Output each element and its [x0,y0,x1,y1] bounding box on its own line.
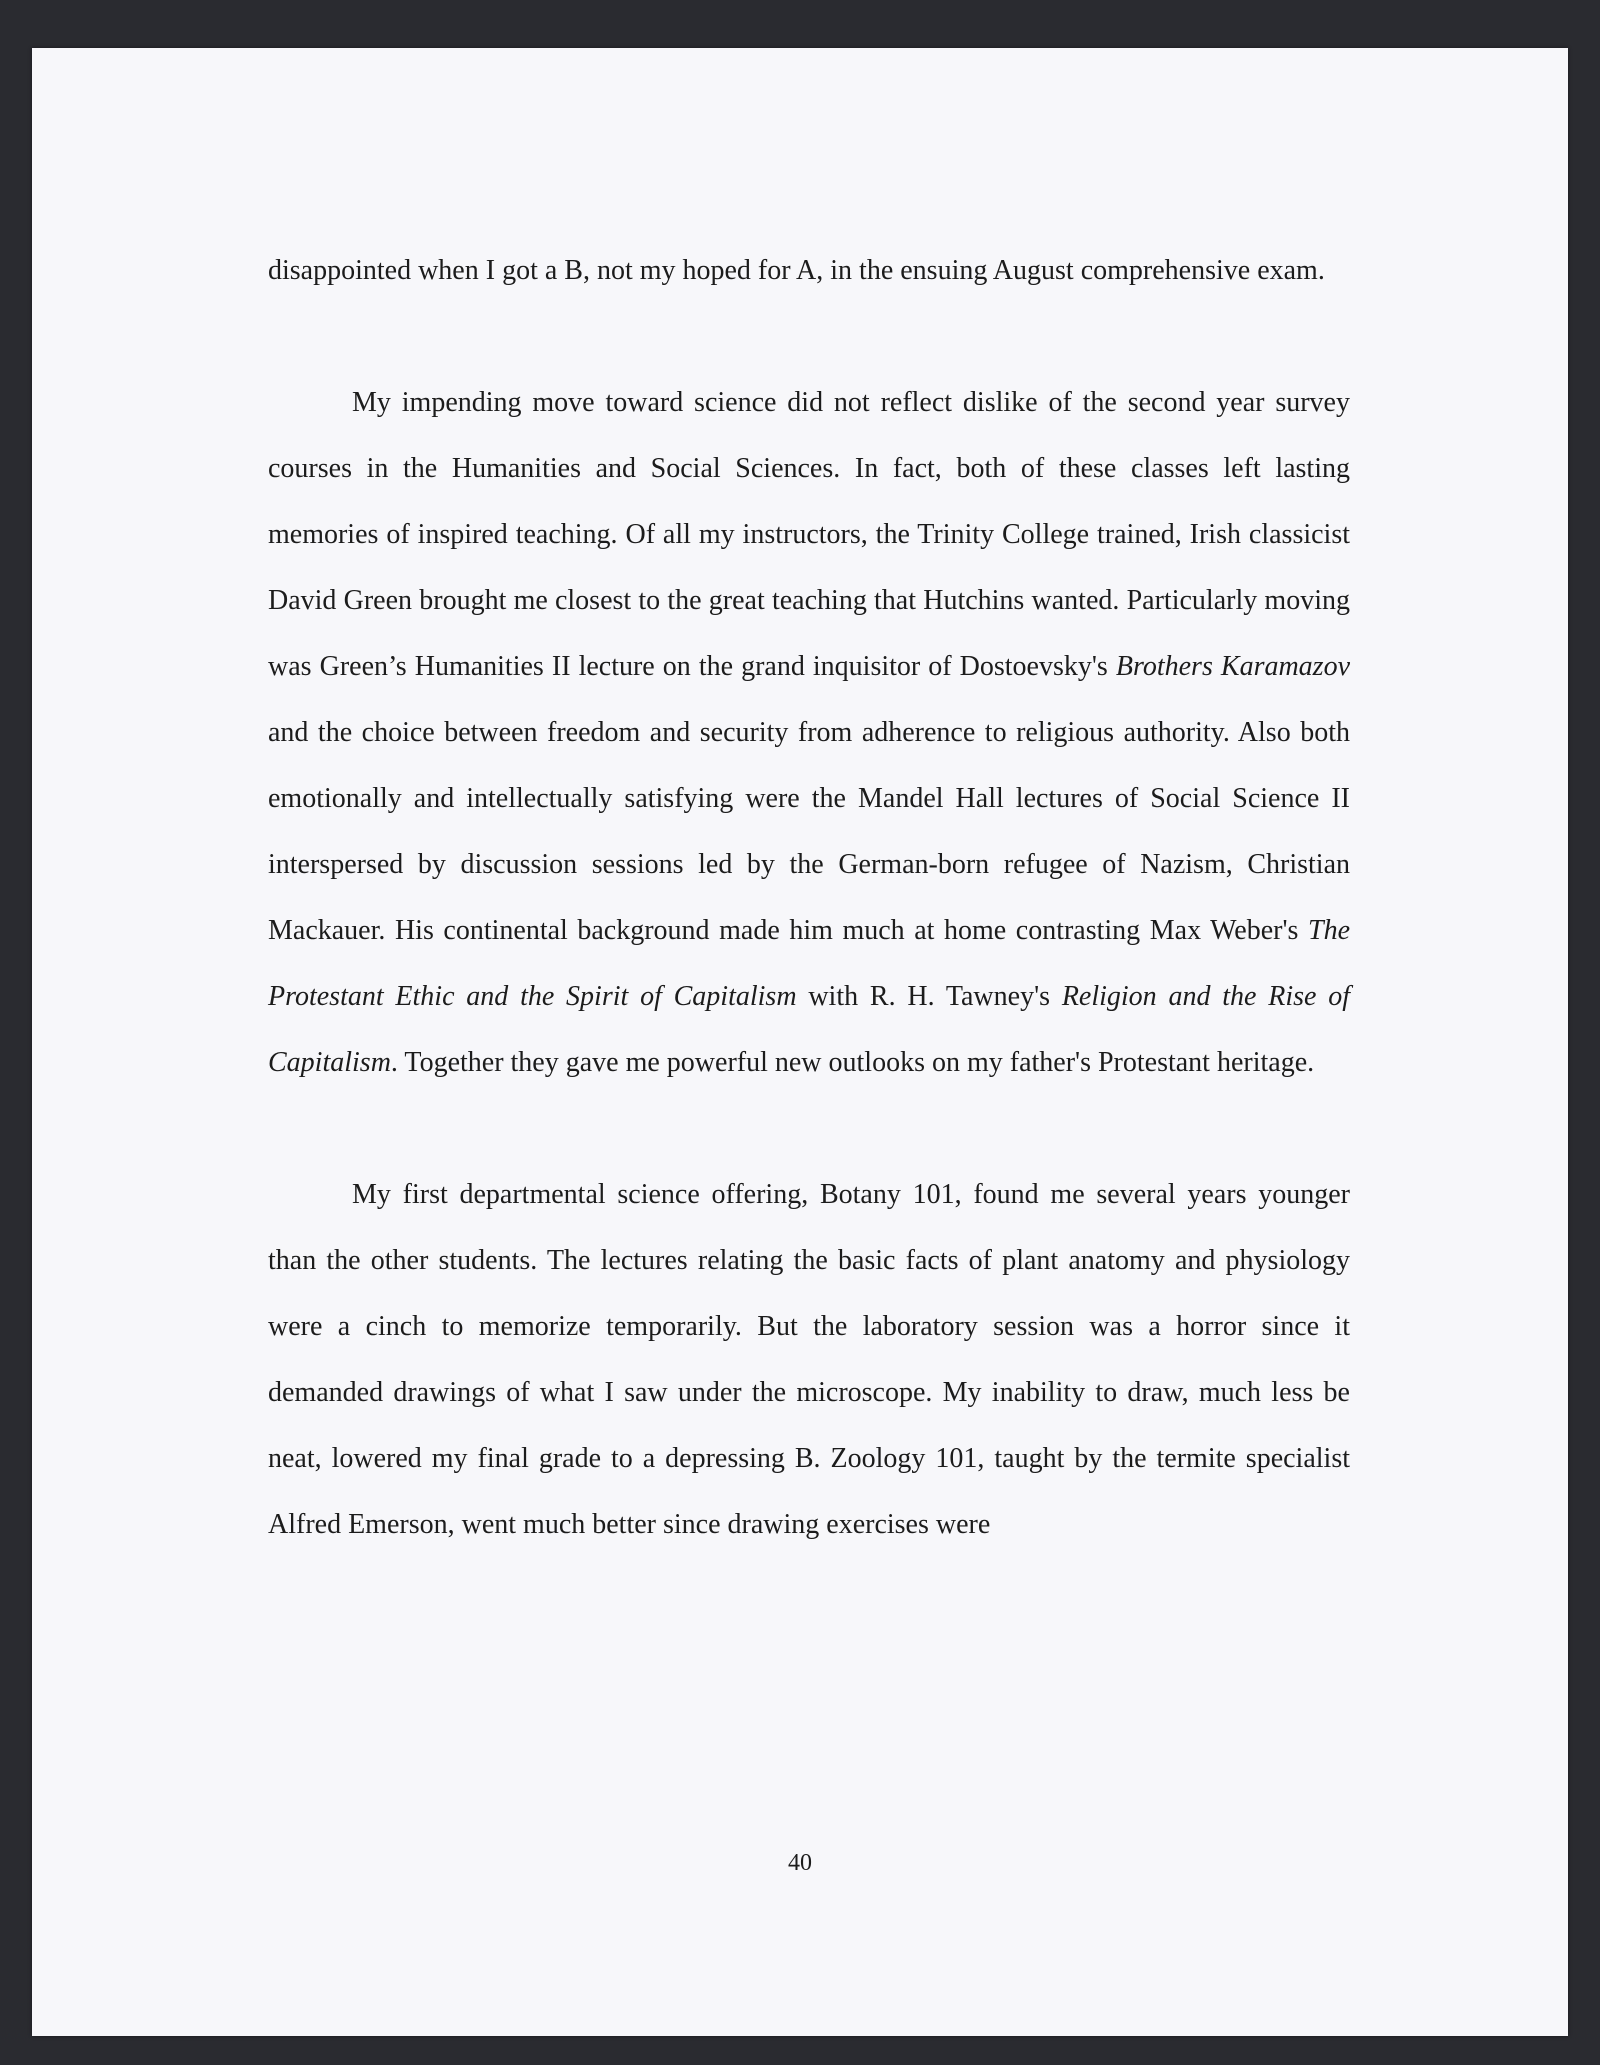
paragraph-2-text-b: and the choice between freedom and security from adherence to religious authority. Also both emotionally and intellectually satisfying were the Mandel Hall lectures of Social Science II interspersed by discussion sessions led by the German-born refugee of Nazism, Christian Mackauer. His continental background made him much at home contrasting Max Weber's [268,717,1350,946]
paragraph-3 [268,1162,1350,1558]
paragraph-2-text-d: . Together they gave me powerful new outlooks on my father's Protestant heritage. [390,1047,1315,1078]
paragraph-2-text-c: with R. H. Tawney's [796,981,1062,1012]
book-title-protestant-ethic: The Protestant Ethic and the Spirit of Capitalism [268,915,1350,1012]
book-title-brothers-karamazov: Brothers Karamazov [1115,651,1351,682]
paragraph-1-text: disappointed when I got a B, not my hoped for A, in the ensuing August comprehensive exam. [268,255,1325,286]
book-title-religion-rise-capitalism: Religion and the Rise of Capitalism [268,981,1351,1078]
paragraph-2 [268,370,1350,1096]
page-number: 40 [788,1850,812,1876]
paragraph-1 [268,238,1350,304]
document-page [32,48,1568,2036]
paragraph-2-text-a: My impending move toward science did not reflect dislike of the second year survey courses in the Humanities and Social Sciences. In fact, both of these classes left lasting memories of inspired teaching. Of all my instructors, the Trinity College trained, Irish classicist David Green brought me closest to the great teaching that Hutchins wanted. Particularly moving was Green’s Humanities II lecture on the grand inquisitor of Dostoevsky's [268,387,1350,682]
body-text [268,238,1350,1558]
paragraph-3-text: My first departmental science offering, Botany 101, found me several years younger than the other students. The lectures relating the basic facts of plant anatomy and physiology were a cinch to memorize temporarily. But the laboratory session was a horror since it demanded drawings of what I saw under the microscope. My inability to draw, much less be neat, lowered my final grade to a depressing B. Zoology 101, taught by the termite specialist Alfred Emerson, went much better since drawing exercises were [268,1179,1350,1540]
